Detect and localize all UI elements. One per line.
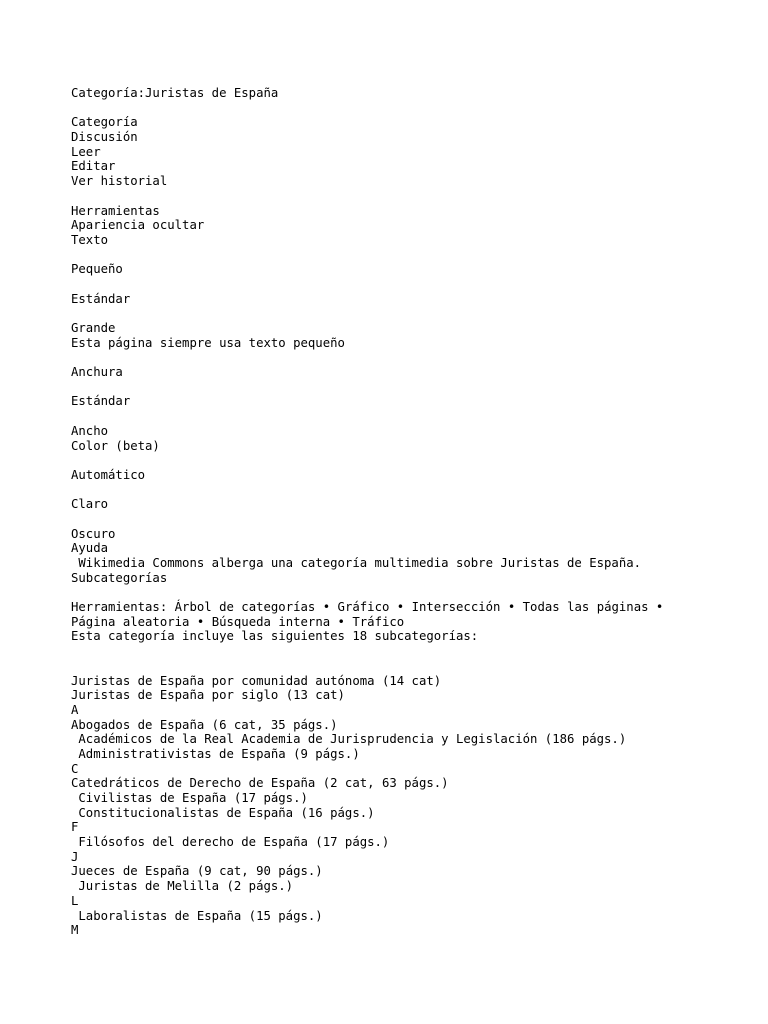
width-wide-option[interactable]: Ancho xyxy=(71,423,109,438)
spacer xyxy=(71,585,761,600)
text-size-large-option[interactable]: Grande xyxy=(71,321,116,335)
letter-heading-j: J xyxy=(71,849,79,864)
spacer xyxy=(71,483,761,498)
internal-search-link[interactable]: Búsqueda interna xyxy=(211,614,331,629)
commons-notice: Wikimedia Commons alberga una categoría multimedia sobre Juristas de España. xyxy=(78,556,642,570)
tools-menu[interactable]: Herramientas xyxy=(71,203,160,218)
tab-categoria[interactable]: Categoría xyxy=(71,115,138,130)
random-page-link[interactable]: Página aleatoria xyxy=(71,614,190,629)
subcategory-link[interactable]: Juristas de España por siglo (13 cat) xyxy=(71,688,345,703)
letter-heading-c: C xyxy=(71,761,79,776)
spacer xyxy=(71,453,761,468)
spacer xyxy=(71,277,761,292)
subcategory-link[interactable]: Juristas de Melilla (2 págs.) xyxy=(78,879,294,894)
spacer xyxy=(71,409,761,424)
category-tools-line-2 xyxy=(71,615,761,630)
category-tools-label: Herramientas: xyxy=(71,600,175,615)
tab-editar[interactable]: Editar xyxy=(71,159,116,174)
help-link[interactable]: Ayuda xyxy=(71,541,109,556)
subcategory-link[interactable]: Juristas de España por comunidad autónoma (14 cat) xyxy=(71,673,442,688)
letter-heading-a: A xyxy=(71,702,79,717)
letter-heading-l: L xyxy=(71,893,79,908)
page-title: Categoría:Juristas de España xyxy=(71,86,279,100)
subcategories-heading: Subcategorías xyxy=(71,570,168,585)
letter-heading-f: F xyxy=(71,820,79,835)
tab-ver-historial[interactable]: Ver historial xyxy=(71,174,168,189)
spacer xyxy=(71,248,761,263)
spacer xyxy=(71,101,761,116)
text-size-small-option[interactable]: Pequeño xyxy=(71,262,123,277)
subcategory-link[interactable]: Jueces de España (9 cat, 90 págs.) xyxy=(71,864,323,879)
spacer xyxy=(71,512,761,527)
subcategory-link[interactable]: Catedráticos de Derecho de España (2 cat, 63 págs.) xyxy=(71,776,449,791)
spacer xyxy=(71,380,761,395)
spacer xyxy=(71,306,761,321)
tab-discusion[interactable]: Discusión xyxy=(71,130,138,145)
category-tree-link[interactable]: Árbol de categorías xyxy=(174,600,316,615)
text-size-note: Esta página siempre usa texto pequeño xyxy=(71,335,345,350)
all-pages-link[interactable]: Todas las páginas xyxy=(522,600,649,615)
text-size-standard-option[interactable]: Estándar xyxy=(71,291,131,306)
intersection-link[interactable]: Intersección xyxy=(411,600,501,615)
separator: • xyxy=(648,600,671,615)
traffic-link[interactable]: Tráfico xyxy=(352,614,405,629)
subcategory-link[interactable]: Abogados de España (6 cat, 35 págs.) xyxy=(71,717,338,732)
separator: • xyxy=(315,600,338,615)
width-standard-option[interactable]: Estándar xyxy=(71,394,131,409)
spacer xyxy=(71,350,761,365)
appearance-hide-button[interactable]: Apariencia ocultar xyxy=(71,218,205,233)
color-auto-option[interactable]: Automático xyxy=(71,467,146,482)
text-size-heading: Texto xyxy=(71,232,109,247)
separator: • xyxy=(189,614,212,629)
color-heading: Color (beta) xyxy=(71,438,160,453)
subcategory-link[interactable]: Administrativistas de España (9 págs.) xyxy=(78,746,360,761)
separator: • xyxy=(500,600,523,615)
category-tools-line-1 xyxy=(71,600,761,615)
tab-leer[interactable]: Leer xyxy=(71,144,101,159)
spacer xyxy=(71,189,761,204)
color-dark-option[interactable]: Oscuro xyxy=(71,526,116,541)
subcategory-link[interactable]: Civilistas de España (17 págs.) xyxy=(78,791,308,806)
subcategory-link[interactable]: Constitucionalistas de España (16 págs.) xyxy=(78,805,375,820)
subcategory-count: Esta categoría incluye las siguientes 18 subcategorías: xyxy=(71,629,479,644)
separator: • xyxy=(330,614,353,629)
subcategory-link[interactable]: Laboralistas de España (15 págs.) xyxy=(78,908,323,923)
graph-link[interactable]: Gráfico xyxy=(337,600,390,615)
letter-heading-m: M xyxy=(71,923,79,938)
subcategory-link[interactable]: Filósofos del derecho de España (17 págs.) xyxy=(78,835,390,850)
width-heading: Anchura xyxy=(71,365,123,380)
subcategory-link[interactable]: Académicos de la Real Academia de Jurisprudencia y Legislación (186 págs.) xyxy=(78,732,627,747)
color-light-option[interactable]: Claro xyxy=(71,497,109,512)
separator: • xyxy=(389,600,412,615)
spacer xyxy=(71,644,761,673)
